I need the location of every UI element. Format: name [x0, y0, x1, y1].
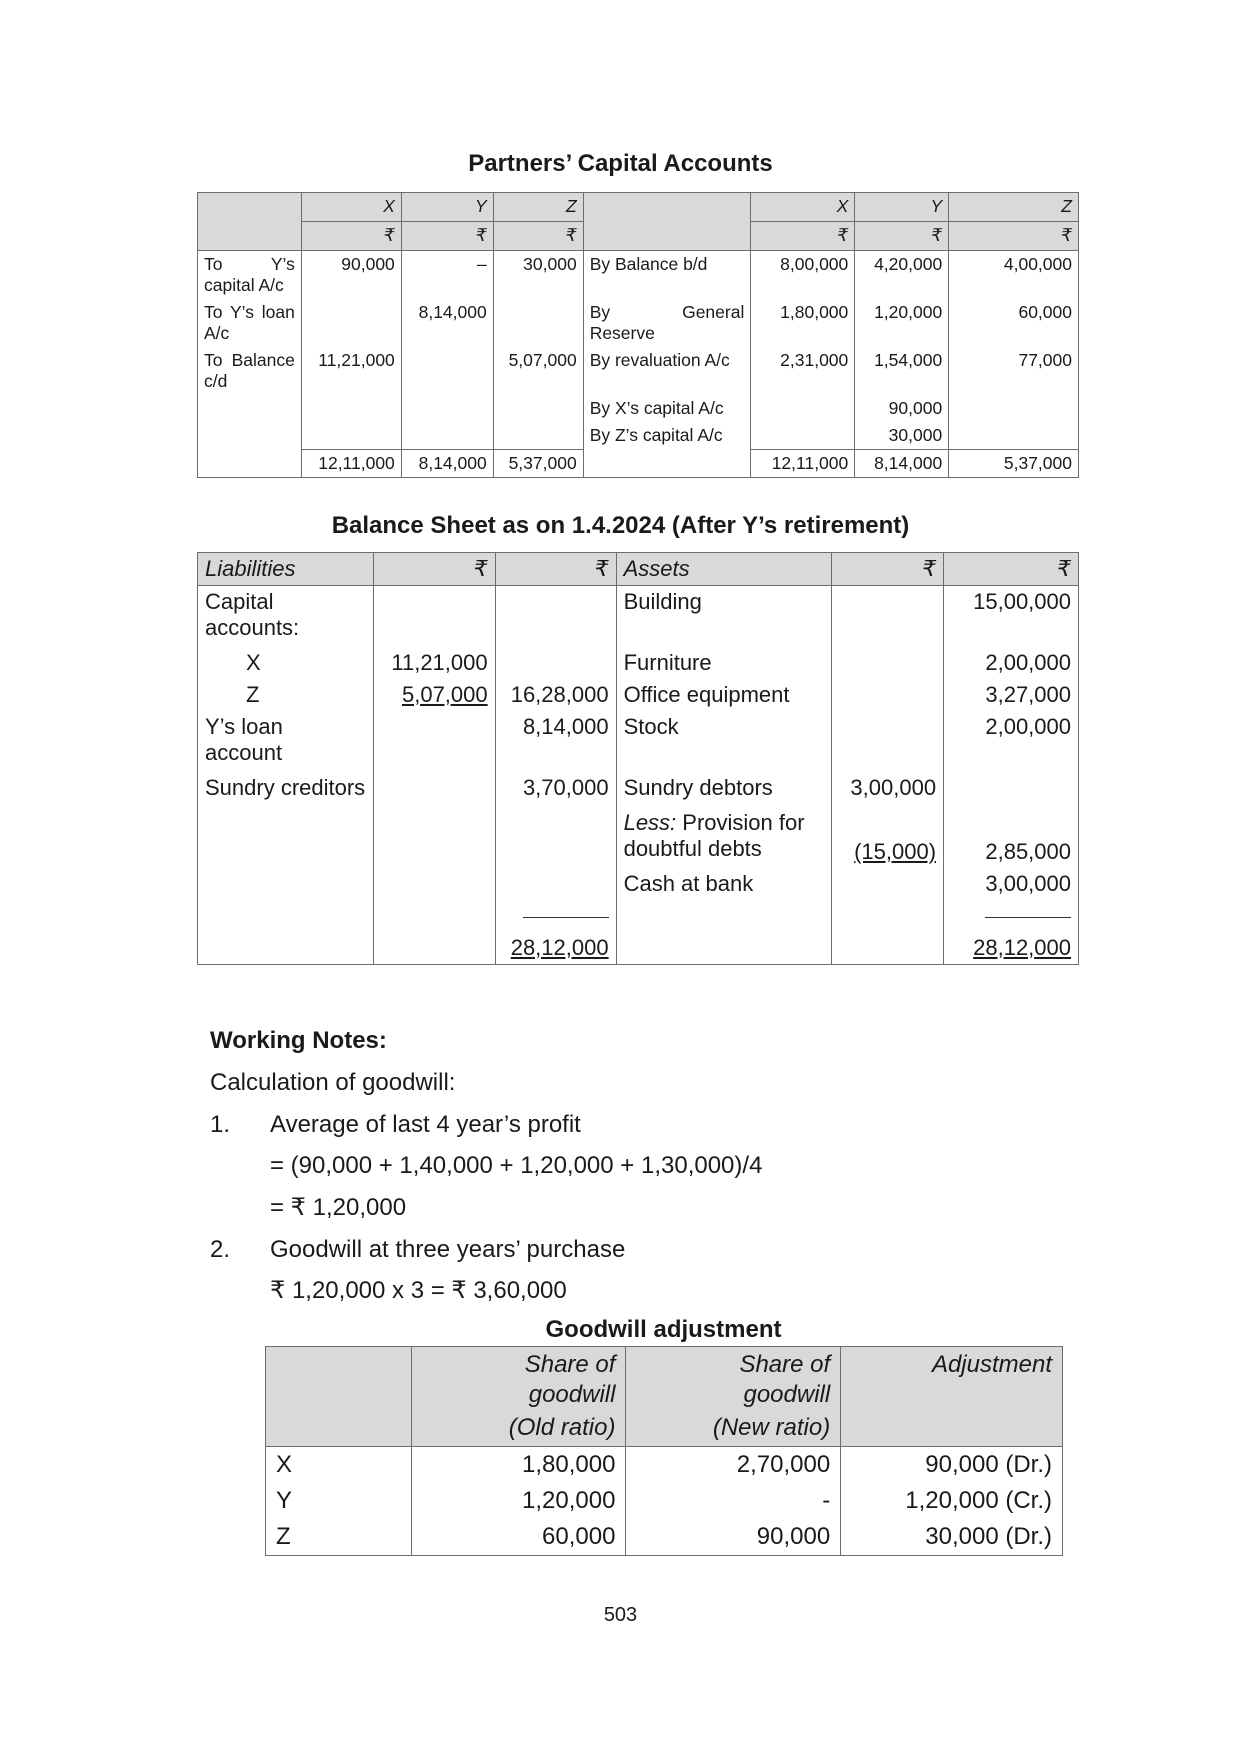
adjustment-value: 30,000 (Dr.) — [841, 1519, 1063, 1556]
partner-name: Y — [266, 1483, 412, 1519]
capital-value: 5,07,000 — [493, 347, 583, 395]
capital-empty — [751, 422, 855, 450]
capital-credit-label: By revaluation A/c — [583, 347, 751, 395]
note-formula: = (90,000 + 1,40,000 + 1,20,000 + 1,30,000)/4 — [270, 1152, 763, 1179]
partner-name: X — [266, 1447, 412, 1484]
adjustment-value: 90,000 (Dr.) — [841, 1447, 1063, 1484]
capital-total: 12,11,000 — [301, 450, 401, 478]
capital-row — [198, 299, 1079, 347]
capital-credit-label: By Z’s capital A/c — [583, 422, 751, 450]
total-rule — [944, 900, 1079, 932]
asset-value: 3,27,000 — [944, 679, 1079, 711]
bs-empty — [373, 868, 495, 900]
capital-value: 11,21,000 — [301, 347, 401, 395]
bs-empty — [832, 679, 944, 711]
balance-sheet-row — [198, 807, 1079, 868]
bs-empty — [495, 868, 616, 900]
rule-line — [985, 917, 1071, 918]
capital-head-y: Y — [401, 193, 493, 222]
capital-value: 90,000 — [301, 251, 401, 300]
new-ratio-heading — [626, 1347, 841, 1447]
heading-line: (Old ratio) — [508, 1414, 616, 1441]
page-number: 503 — [603, 1604, 638, 1626]
capital-empty — [949, 395, 1079, 422]
capital-value — [493, 299, 583, 347]
asset-value: 2,00,000 — [944, 647, 1079, 679]
heading-line: Share of — [524, 1351, 616, 1378]
note-text: Average of last 4 year’s profit — [270, 1111, 581, 1138]
new-share: 2,70,000 — [626, 1447, 841, 1484]
capital-credit-label: By X’s capital A/c — [583, 395, 751, 422]
assets-total-value: 28,12,000 — [973, 935, 1071, 960]
capital-total: 5,37,000 — [949, 450, 1079, 478]
capital-value: – — [401, 251, 493, 300]
capital-empty — [583, 450, 751, 478]
capital-total-row — [198, 450, 1079, 478]
liability-label: Sundry creditors — [198, 772, 374, 807]
capital-value — [301, 299, 401, 347]
capital-value: 77,000 — [949, 347, 1079, 395]
capital-debit-label: To Y’s loan A/c — [198, 299, 302, 347]
capital-empty — [198, 395, 302, 422]
old-share: 1,20,000 — [411, 1483, 626, 1519]
capital-debit-label: To Balance c/d — [198, 347, 302, 395]
capital-total: 5,37,000 — [493, 450, 583, 478]
capital-empty — [198, 450, 302, 478]
asset-label: Building — [616, 586, 832, 648]
asset-label: Sundry debtors — [616, 772, 832, 807]
capital-head-z: Z — [493, 193, 583, 222]
bs-empty — [495, 807, 616, 868]
bs-empty — [373, 900, 495, 932]
capital-empty — [401, 395, 493, 422]
liability-value: 8,14,000 — [495, 711, 616, 772]
rupee-symbol: ₹ — [401, 222, 493, 251]
liability-value: 3,70,000 — [495, 772, 616, 807]
capital-total-value: 16,28,000 — [495, 679, 616, 711]
bs-empty — [832, 868, 944, 900]
capital-total: 8,14,000 — [401, 450, 493, 478]
capital-value: 1,54,000 — [855, 347, 949, 395]
capital-row — [198, 251, 1079, 300]
provision-value — [832, 807, 944, 868]
bs-empty — [373, 586, 495, 648]
capital-empty — [301, 395, 401, 422]
liability-value-underlined: 5,07,000 — [401, 682, 488, 707]
asset-label: Office equipment — [616, 679, 832, 711]
goodwill-adjustment-table — [265, 1346, 1063, 1556]
bs-empty — [616, 900, 832, 932]
capital-head-cy: Y — [855, 193, 949, 222]
partner-label: Z — [198, 679, 374, 711]
bs-empty — [198, 868, 374, 900]
heading-line: goodwill — [743, 1381, 831, 1408]
balance-sheet-rule-row — [198, 900, 1079, 932]
adjustment-value: 1,20,000 (Cr.) — [841, 1483, 1063, 1519]
balance-sheet-row — [198, 647, 1079, 679]
capital-head-x: X — [301, 193, 401, 222]
capital-value: 1,20,000 — [855, 299, 949, 347]
bs-empty — [495, 586, 616, 648]
new-share: 90,000 — [626, 1519, 841, 1556]
capital-debit-label: To Y’s capital A/c — [198, 251, 302, 300]
capital-value: 1,80,000 — [751, 299, 855, 347]
balance-sheet-row — [198, 868, 1079, 900]
partner-label: X — [198, 647, 374, 679]
note-result: = ₹ 1,20,000 — [270, 1194, 407, 1221]
balance-sheet-row — [198, 586, 1079, 648]
partner-name: Z — [266, 1519, 412, 1556]
liabilities-total — [495, 932, 616, 965]
rupee-symbol: ₹ — [944, 553, 1079, 586]
bs-empty — [373, 932, 495, 965]
capital-empty — [301, 422, 401, 450]
goodwill-header-row — [266, 1347, 1063, 1447]
rupee-symbol: ₹ — [373, 553, 495, 586]
capital-value: 90,000 — [855, 395, 949, 422]
capital-credit-label: By Balance b/d — [583, 251, 751, 300]
capital-value: 30,000 — [493, 251, 583, 300]
heading-line: (New ratio) — [712, 1414, 831, 1441]
note-number: 2. — [210, 1236, 231, 1263]
balance-sheet-row — [198, 772, 1079, 807]
balance-sheet-row — [198, 679, 1079, 711]
bs-empty — [832, 586, 944, 648]
balance-sheet-title: Balance Sheet as on 1.4.2024 (After Y’s retirement) — [331, 512, 910, 539]
less-label: Less: — [623, 810, 677, 835]
bs-empty — [373, 807, 495, 868]
capital-empty — [949, 422, 1079, 450]
liabilities-total-value: 28,12,000 — [510, 935, 609, 960]
capital-accounts-label: Capital accounts: — [198, 586, 374, 648]
liabilities-heading: Liabilities — [198, 553, 374, 586]
bs-empty — [832, 900, 944, 932]
rule-line — [523, 917, 609, 918]
bs-empty — [616, 932, 832, 965]
capital-value: 4,20,000 — [855, 251, 949, 300]
new-share: - — [626, 1483, 841, 1519]
capital-credit-label: By General Reserve — [583, 299, 751, 347]
capital-empty — [493, 422, 583, 450]
capital-accounts-table — [197, 192, 1079, 478]
capital-row — [198, 422, 1079, 450]
asset-value: 3,00,000 — [944, 868, 1079, 900]
goodwill-calc-heading: Calculation of goodwill: — [210, 1069, 456, 1096]
bs-empty — [832, 711, 944, 772]
liability-value: 11,21,000 — [373, 647, 495, 679]
liability-label: Y’s loan account — [198, 711, 374, 772]
assets-total — [944, 932, 1079, 965]
balance-sheet-header — [198, 553, 1079, 586]
goodwill-adjustment-title: Goodwill adjustment — [545, 1316, 782, 1343]
rupee-symbol: ₹ — [832, 553, 944, 586]
bs-empty — [832, 932, 944, 965]
bs-empty — [198, 807, 374, 868]
goodwill-header-blank — [266, 1347, 412, 1447]
capital-header-row — [198, 193, 1079, 222]
capital-value: 8,00,000 — [751, 251, 855, 300]
bs-empty — [198, 900, 374, 932]
adjustment-heading: Adjustment — [841, 1347, 1063, 1447]
rupee-symbol: ₹ — [301, 222, 401, 251]
bs-empty — [373, 772, 495, 807]
balance-sheet-row — [198, 711, 1079, 772]
heading-line: Share of — [739, 1351, 831, 1378]
rupee-symbol: ₹ — [949, 222, 1079, 251]
capital-accounts-title: Partners’ Capital Accounts — [468, 150, 773, 177]
capital-row — [198, 347, 1079, 395]
asset-value: 3,00,000 — [832, 772, 944, 807]
capital-value: 8,14,000 — [401, 299, 493, 347]
goodwill-row — [266, 1483, 1063, 1519]
bs-empty — [944, 772, 1079, 807]
assets-heading: Assets — [616, 553, 832, 586]
balance-sheet-total-row — [198, 932, 1079, 965]
capital-value: 60,000 — [949, 299, 1079, 347]
asset-label: Stock — [616, 711, 832, 772]
total-rule — [495, 900, 616, 932]
capital-value: 2,31,000 — [751, 347, 855, 395]
provision-label — [616, 807, 832, 868]
capital-head-cz: Z — [949, 193, 1079, 222]
balance-sheet-table — [197, 552, 1079, 965]
asset-value: 15,00,000 — [944, 586, 1079, 648]
provision-value-underlined: (15,000) — [854, 839, 937, 864]
capital-value: 4,00,000 — [949, 251, 1079, 300]
capital-empty — [198, 422, 302, 450]
capital-header-blank — [198, 193, 302, 251]
capital-value: 30,000 — [855, 422, 949, 450]
capital-row — [198, 395, 1079, 422]
bs-empty — [832, 647, 944, 679]
note-result: ₹ 1,20,000 x 3 = ₹ 3,60,000 — [270, 1277, 567, 1304]
capital-empty — [751, 395, 855, 422]
capital-value — [401, 347, 493, 395]
working-notes-heading: Working Notes: — [210, 1027, 387, 1054]
provision-text: Provision for doubtful debts — [623, 810, 805, 861]
rupee-symbol: ₹ — [493, 222, 583, 251]
note-text: Goodwill at three years’ purchase — [270, 1236, 626, 1263]
asset-label: Furniture — [616, 647, 832, 679]
capital-empty — [401, 422, 493, 450]
old-share: 1,80,000 — [411, 1447, 626, 1484]
bs-empty — [198, 932, 374, 965]
bs-empty — [495, 647, 616, 679]
bs-empty — [373, 711, 495, 772]
asset-value: 2,00,000 — [944, 711, 1079, 772]
heading-line: goodwill — [528, 1381, 616, 1408]
capital-header-blank-cr — [583, 193, 751, 251]
rupee-symbol: ₹ — [495, 553, 616, 586]
asset-label: Cash at bank — [616, 868, 832, 900]
liability-value — [373, 679, 495, 711]
goodwill-row — [266, 1447, 1063, 1484]
old-ratio-heading — [411, 1347, 626, 1447]
old-share: 60,000 — [411, 1519, 626, 1556]
rupee-symbol: ₹ — [855, 222, 949, 251]
goodwill-row — [266, 1519, 1063, 1556]
capital-total: 12,11,000 — [751, 450, 855, 478]
asset-value: 2,85,000 — [944, 807, 1079, 868]
rupee-symbol: ₹ — [751, 222, 855, 251]
note-number: 1. — [210, 1111, 231, 1138]
capital-total: 8,14,000 — [855, 450, 949, 478]
capital-head-cx: X — [751, 193, 855, 222]
capital-empty — [493, 395, 583, 422]
